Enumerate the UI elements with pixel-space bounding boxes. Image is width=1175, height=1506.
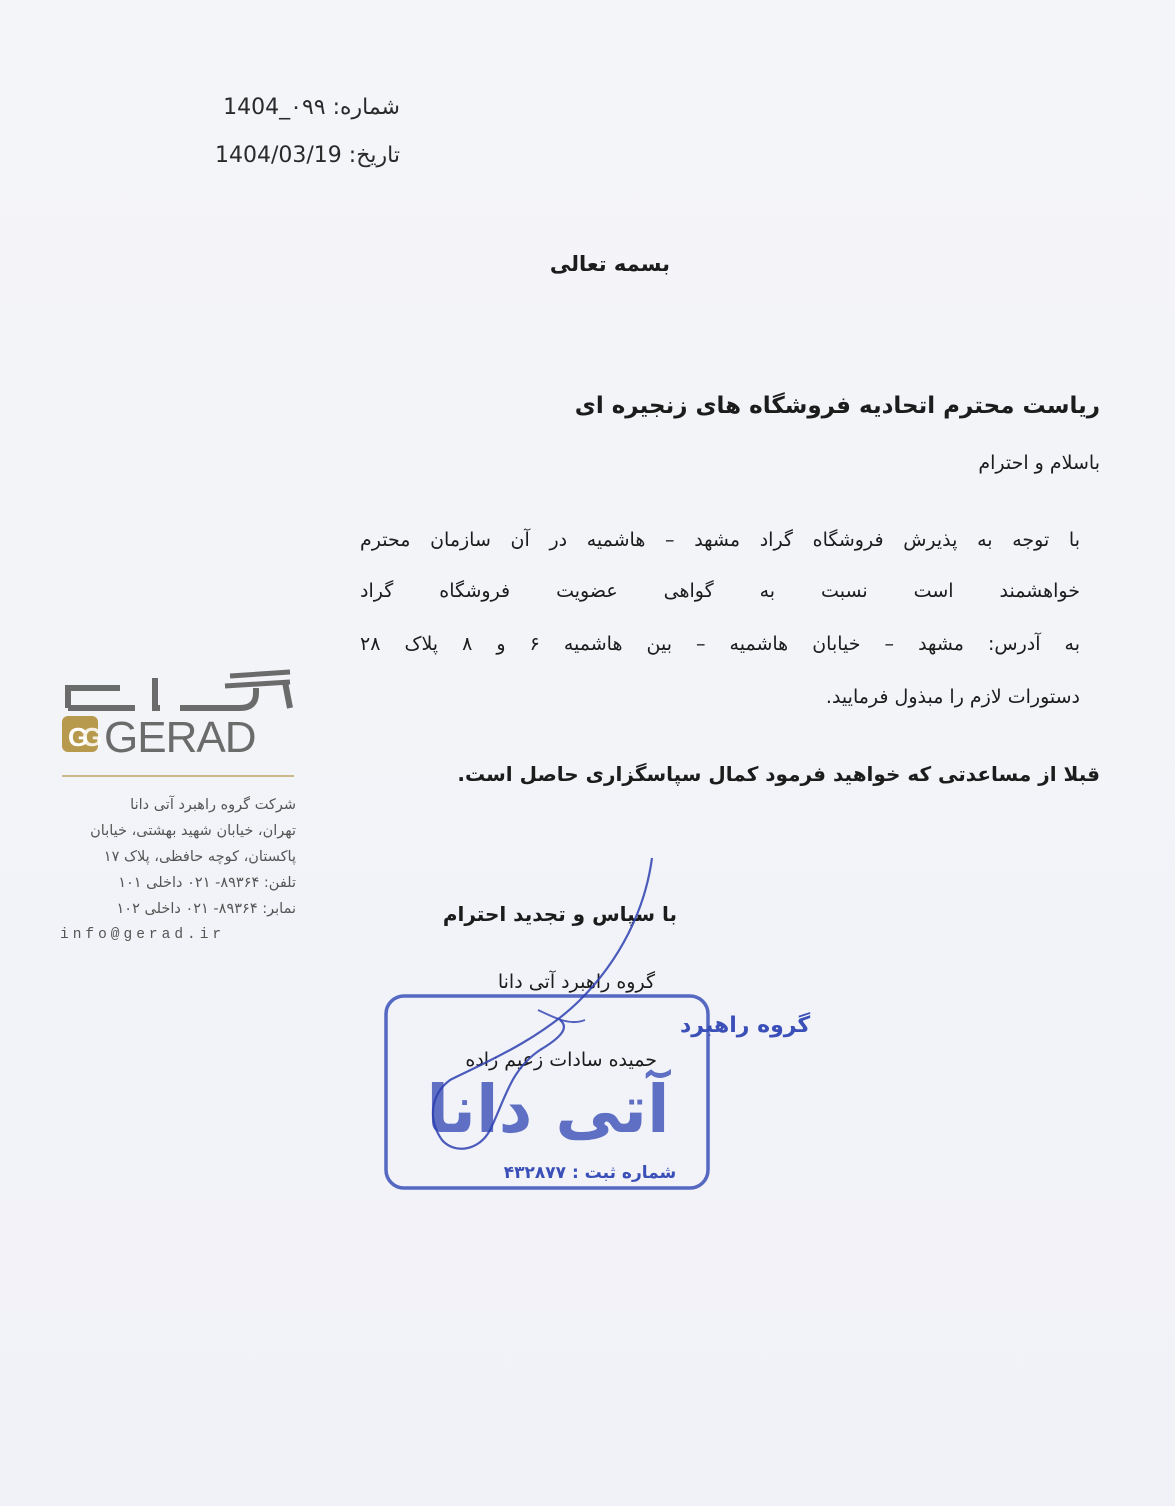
logo-divider: [62, 775, 294, 777]
logo-latin-text: GERAD: [104, 713, 256, 762]
company-info-phone: تلفن: ۸۹۳۶۴- ۰۲۱ داخلی ۱۰۱: [118, 875, 296, 891]
body-line-1: با توجه به پذیرش فروشگاه گراد مشهد – هاشمیه در آن سازمان محترم: [360, 529, 1080, 551]
stamp-middle-text: آتی دانا: [426, 1071, 670, 1148]
company-info-fax: نمابر: ۸۹۳۶۴- ۰۲۱ داخلی ۱۰۲: [116, 901, 296, 917]
logo-latin-wordmark: [60, 710, 296, 760]
addressee: ریاست محترم اتحادیه فروشگاه های زنجیره ای: [574, 393, 1100, 419]
company-info-name: شرکت گروه راهبرد آتی دانا: [130, 797, 296, 813]
stamp-registration-text: شماره ثبت : ۴۳۲۸۷۷: [503, 1163, 677, 1183]
letter-date: تاریخ: 1404/03/19: [215, 143, 400, 168]
letter-heading: بسمه تعالی: [549, 252, 670, 276]
closing-thanks: قبلا از مساعدتی که خواهید فرمود کمال سپاسگزاری حاصل است.: [457, 762, 1100, 786]
company-info-email: info@gerad.ir: [60, 927, 226, 943]
regards: با سپاس و تجدید احترام: [442, 902, 677, 926]
signatory-company: گروه راهبرد آتی دانا: [497, 971, 655, 993]
company-info: [60, 792, 296, 948]
svg-text:G: G: [68, 722, 88, 752]
handwritten-signature: [420, 850, 680, 1180]
company-info-address-1: تهران، خیابان شهید بهشتی، خیابان: [90, 823, 296, 839]
body-line-4: دستورات لازم را مبذول فرمایید.: [825, 686, 1080, 708]
letter-number: شماره: ۰۹۹_1404: [223, 95, 400, 120]
salutation: باسلام و احترام: [978, 452, 1100, 474]
body-line-3: به آدرس: مشهد – خیابان هاشمیه – بین هاشمیه ۶ و ۸ پلاک ۲۸: [360, 633, 1080, 655]
signatory-name: حمیده سادات زعیم زاده: [465, 1049, 657, 1071]
body-line-2: خواهشمند است نسبت به گواهی عضویت فروشگاه گراد: [360, 580, 1080, 602]
logo-persian-wordmark: [60, 668, 296, 714]
company-info-address-2: پاکستان، کوچه حافظی، پلاک ۱۷: [103, 849, 296, 865]
gerad-logo: [60, 668, 296, 778]
svg-text:G: G: [82, 722, 102, 752]
stamp-top-text: گروه راهبرد: [680, 1013, 811, 1038]
